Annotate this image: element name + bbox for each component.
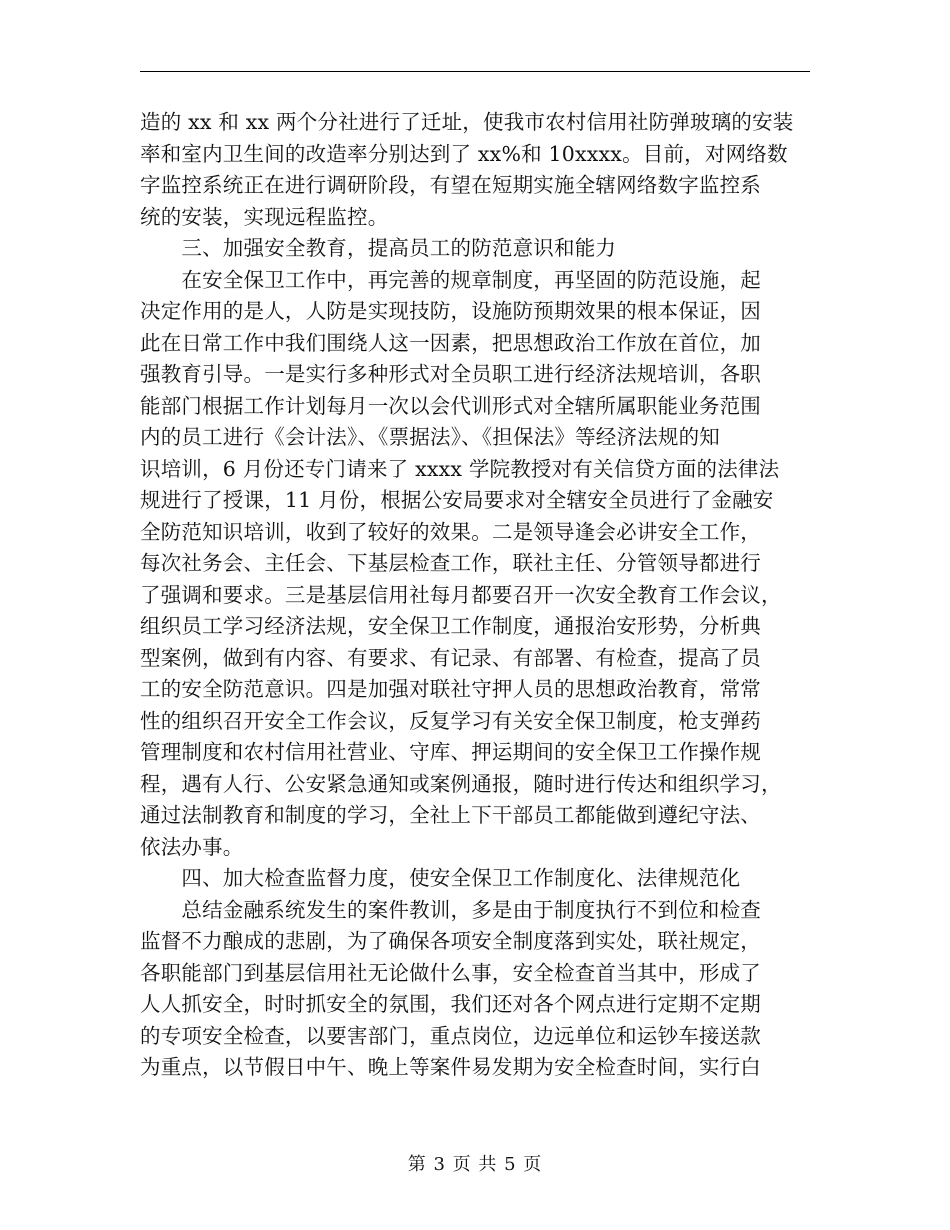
- text-line: 组织员工学习经济法规，安全保卫工作制度，通报治安形势，分析典: [140, 614, 761, 638]
- document-body: [140, 107, 810, 1084]
- text-line: 决定作用的是人，人防是实现技防，设施防预期效果的根本保证，因: [140, 299, 761, 323]
- text-line: 三、加强安全教育，提高员工的防范意识和能力: [140, 236, 617, 260]
- text-line: 造的 xx 和 xx 两个分社进行了迁址，使我市农村信用社防弹玻璃的安装: [140, 110, 794, 134]
- page-number: 第 3 页 共 5 页: [407, 1154, 543, 1175]
- text-line: 字监控系统正在进行调研阶段，有望在短期实施全辖网络数字监控系: [140, 173, 761, 197]
- text-line: 为重点，以节假日中午、晚上等案件易发期为安全检查时间，实行白: [140, 1055, 761, 1079]
- text-line: 程，遇有人行、公安紧急通知或案例通报，随时进行传达和组织学习，: [140, 771, 782, 796]
- text-line: 各职能部门到基层信用社无论做什么事，安全检查首当其中，形成了: [140, 960, 761, 985]
- text-line: 依法办事。: [140, 834, 244, 859]
- text-line: 了强调和要求。三是基层信用社每月都要召开一次安全教育工作会议，: [140, 582, 782, 607]
- text-line: 识培训，6 月份还专门请来了 xxxx 学院教授对有关信贷方面的法律法: [140, 456, 780, 481]
- text-line: 人人抓安全，时时抓安全的氛围，我们还对各个网点进行定期不定期: [140, 992, 761, 1016]
- text-line: 每次社务会、主任会、下基层检查工作，联社主任、分管领导都进行: [140, 551, 761, 575]
- text-line: 型案例，做到有内容、有要求、有记录、有部署、有检查，提高了员: [140, 645, 761, 670]
- text-line: 通过法制教育和制度的学习，全社上下干部员工都能做到遵纪守法、: [140, 803, 761, 827]
- text-line: 监督不力酿成的悲剧，为了确保各项安全制度落到实处，联社规定，: [140, 929, 761, 953]
- header-rule: [140, 71, 810, 72]
- text-line: 性的组织召开安全工作会议，反复学习有关安全保卫制度，枪支弹药: [140, 708, 761, 733]
- text-line: 全防范知识培训，收到了较好的效果。二是领导逢会必讲安全工作，: [140, 519, 761, 544]
- text-line: 规进行了授课，11 月份，根据公安局要求对全辖安全员进行了金融安: [140, 488, 774, 512]
- text-line: 统的安装，实现远程监控。: [140, 204, 389, 229]
- text-line: 的专项安全检查，以要害部门，重点岗位，边远单位和运钞车接送款: [140, 1023, 761, 1048]
- text-line: 在安全保卫工作中，再完善的规章制度，再坚固的防范设施，起: [140, 267, 761, 292]
- text-line: 率和室内卫生间的改造率分别达到了 xx%和 10xxxx。目前，对网络数: [140, 141, 788, 166]
- text-line: 强教育引导。一是实行多种形式对全员职工进行经济法规培训，各职: [140, 362, 761, 386]
- text-line: 四、加大检查监督力度，使安全保卫工作制度化、法律规范化: [140, 866, 741, 890]
- text-line: 管理制度和农村信用社营业、守库、押运期间的安全保卫工作操作规: [140, 740, 761, 764]
- text-line: 工的安全防范意识。四是加强对联社守押人员的思想政治教育，常常: [140, 677, 761, 701]
- text-line: 内的员工进行《会计法》、《票据法》、《担保法》等经济法规的知: [140, 425, 720, 449]
- text-line: 能部门根据工作计划每月一次以会代训形式对全辖所属职能业务范围: [140, 393, 761, 418]
- text-line: 此在日常工作中我们围绕人这一因素，把思想政治工作放在首位，加: [140, 330, 761, 355]
- text-line: 总结金融系统发生的案件教训，多是由于制度执行不到位和检查: [140, 897, 761, 922]
